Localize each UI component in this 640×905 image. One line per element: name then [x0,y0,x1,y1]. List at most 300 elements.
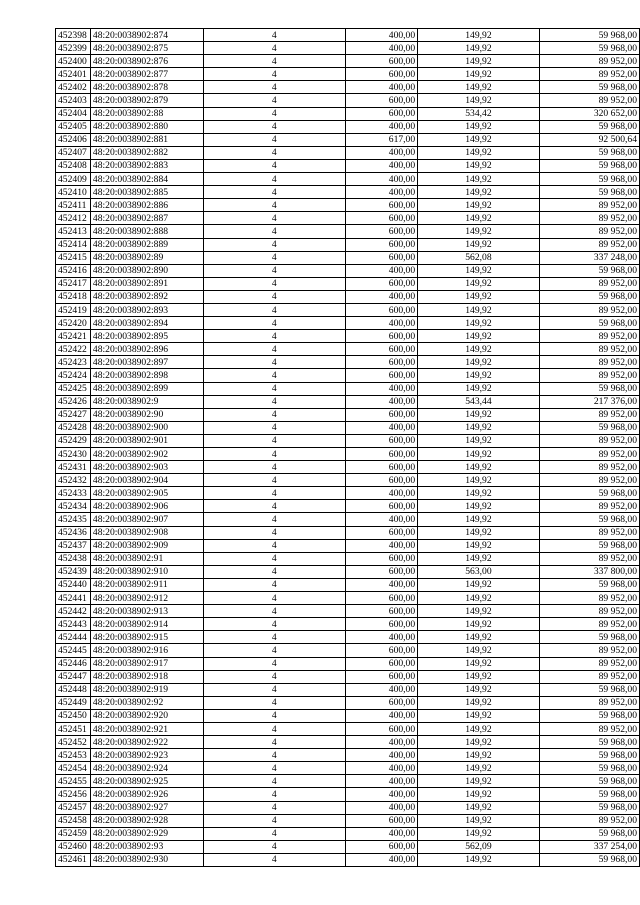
value-cell: 59 968,00 [539,173,639,186]
table-row [56,94,640,107]
row-number-cell: 452434 [56,500,91,513]
table-row [56,775,640,788]
class-cell: 4 [203,539,346,552]
table-row [56,81,640,94]
row-number-cell: 452449 [56,696,91,709]
area-cell: 600,00 [346,474,418,487]
table-row [56,199,640,212]
rate-cell: 149,92 [418,369,540,382]
area-cell: 600,00 [346,448,418,461]
row-number-cell: 452447 [56,670,91,683]
row-number-cell: 452401 [56,68,91,81]
area-cell: 400,00 [346,173,418,186]
value-cell: 59 968,00 [539,81,639,94]
row-number-cell: 452412 [56,212,91,225]
value-cell: 59 968,00 [539,801,639,814]
rate-cell: 149,92 [418,461,540,474]
cadastral-number-cell: 48:20:0038902:928 [90,814,203,827]
table-row [56,605,640,618]
class-cell: 4 [203,840,346,853]
row-number-cell: 452438 [56,552,91,565]
table-row [56,618,640,631]
value-cell: 59 968,00 [539,513,639,526]
table-row [56,251,640,264]
value-cell: 59 968,00 [539,788,639,801]
row-number-cell: 452442 [56,605,91,618]
cadastral-number-cell: 48:20:0038902:921 [90,722,203,735]
value-cell: 59 968,00 [539,749,639,762]
table-row [56,526,640,539]
row-number-cell: 452427 [56,408,91,421]
value-cell: 59 968,00 [539,317,639,330]
value-cell: 89 952,00 [539,238,639,251]
table-row [56,696,640,709]
cadastral-number-cell: 48:20:0038902:913 [90,605,203,618]
cadastral-number-cell: 48:20:0038902:88 [90,107,203,120]
row-number-cell: 452453 [56,749,91,762]
row-number-cell: 452406 [56,133,91,146]
rate-cell: 149,92 [418,487,540,500]
cadastral-number-cell: 48:20:0038902:895 [90,330,203,343]
table-row [56,853,640,866]
cadastral-number-cell: 48:20:0038902:912 [90,592,203,605]
rate-cell: 149,92 [418,814,540,827]
table-row [56,749,640,762]
area-cell: 400,00 [346,159,418,172]
cadastral-number-cell: 48:20:0038902:910 [90,565,203,578]
cadastral-number-cell: 48:20:0038902:884 [90,173,203,186]
area-cell: 400,00 [346,513,418,526]
cadastral-number-cell: 48:20:0038902:900 [90,421,203,434]
row-number-cell: 452421 [56,330,91,343]
class-cell: 4 [203,631,346,644]
rate-cell: 149,92 [418,605,540,618]
area-cell: 400,00 [346,487,418,500]
cadastral-number-cell: 48:20:0038902:916 [90,644,203,657]
class-cell: 4 [203,199,346,212]
class-cell: 4 [203,251,346,264]
row-number-cell: 452446 [56,657,91,670]
class-cell: 4 [203,474,346,487]
table-row [56,434,640,447]
class-cell: 4 [203,683,346,696]
row-number-cell: 452444 [56,631,91,644]
table-row [56,382,640,395]
rate-cell: 149,92 [418,186,540,199]
row-number-cell: 452411 [56,199,91,212]
area-cell: 600,00 [346,369,418,382]
class-cell: 4 [203,500,346,513]
table-row [56,238,640,251]
cadastral-number-cell: 48:20:0038902:930 [90,853,203,866]
class-cell: 4 [203,827,346,840]
table-row [56,461,640,474]
row-number-cell: 452403 [56,94,91,107]
area-cell: 400,00 [346,578,418,591]
row-number-cell: 452420 [56,317,91,330]
row-number-cell: 452405 [56,120,91,133]
table-row [56,736,640,749]
class-cell: 4 [203,448,346,461]
rate-cell: 149,92 [418,827,540,840]
area-cell: 600,00 [346,107,418,120]
class-cell: 4 [203,670,346,683]
value-cell: 89 952,00 [539,356,639,369]
area-cell: 400,00 [346,709,418,722]
class-cell: 4 [203,303,346,316]
row-number-cell: 452422 [56,343,91,356]
cadastral-number-cell: 48:20:0038902:878 [90,81,203,94]
row-number-cell: 452432 [56,474,91,487]
rate-cell: 149,92 [418,238,540,251]
value-cell: 89 952,00 [539,814,639,827]
class-cell: 4 [203,565,346,578]
rate-cell: 562,09 [418,840,540,853]
class-cell: 4 [203,788,346,801]
cadastral-number-cell: 48:20:0038902:923 [90,749,203,762]
area-cell: 400,00 [346,788,418,801]
cadastral-number-cell: 48:20:0038902:89 [90,251,203,264]
row-number-cell: 452436 [56,526,91,539]
area-cell: 600,00 [346,840,418,853]
table-row [56,814,640,827]
value-cell: 89 952,00 [539,408,639,421]
area-cell: 400,00 [346,421,418,434]
table-row [56,539,640,552]
table-row [56,565,640,578]
cadastral-number-cell: 48:20:0038902:902 [90,448,203,461]
table-row [56,709,640,722]
cadastral-number-cell: 48:20:0038902:922 [90,736,203,749]
cadastral-number-cell: 48:20:0038902:927 [90,801,203,814]
class-cell: 4 [203,513,346,526]
area-cell: 600,00 [346,461,418,474]
rate-cell: 149,92 [418,736,540,749]
value-cell: 217 376,00 [539,395,639,408]
rate-cell: 149,92 [418,709,540,722]
rate-cell: 149,92 [418,212,540,225]
row-number-cell: 452429 [56,434,91,447]
row-number-cell: 452435 [56,513,91,526]
area-cell: 600,00 [346,277,418,290]
row-number-cell: 452414 [56,238,91,251]
table-row [56,500,640,513]
cadastral-number-cell: 48:20:0038902:890 [90,264,203,277]
cadastral-number-cell: 48:20:0038902:918 [90,670,203,683]
cadastral-number-cell: 48:20:0038902:907 [90,513,203,526]
rate-cell: 149,92 [418,722,540,735]
rate-cell: 149,92 [418,683,540,696]
row-number-cell: 452450 [56,709,91,722]
row-number-cell: 452440 [56,578,91,591]
class-cell: 4 [203,159,346,172]
value-cell: 337 248,00 [539,251,639,264]
table-row [56,657,640,670]
class-cell: 4 [203,722,346,735]
rate-cell: 149,92 [418,317,540,330]
area-cell: 600,00 [346,434,418,447]
cadastral-number-cell: 48:20:0038902:896 [90,343,203,356]
table-row [56,343,640,356]
table-row [56,330,640,343]
table-row [56,552,640,565]
class-cell: 4 [203,578,346,591]
value-cell: 59 968,00 [539,159,639,172]
value-cell: 59 968,00 [539,683,639,696]
table-row [56,120,640,133]
cadastral-number-cell: 48:20:0038902:917 [90,657,203,670]
row-number-cell: 452408 [56,159,91,172]
row-number-cell: 452455 [56,775,91,788]
table-row [56,408,640,421]
value-cell: 89 952,00 [539,94,639,107]
cadastral-number-cell: 48:20:0038902:9 [90,395,203,408]
value-cell: 59 968,00 [539,827,639,840]
row-number-cell: 452430 [56,448,91,461]
rate-cell: 149,92 [418,644,540,657]
row-number-cell: 452407 [56,146,91,159]
table-row [56,670,640,683]
row-number-cell: 452448 [56,683,91,696]
value-cell: 92 500,64 [539,133,639,146]
table-row [56,146,640,159]
cadastral-number-cell: 48:20:0038902:892 [90,290,203,303]
rate-cell: 149,92 [418,330,540,343]
value-cell: 337 254,00 [539,840,639,853]
cadastral-number-cell: 48:20:0038902:874 [90,29,203,42]
cadastral-number-cell: 48:20:0038902:905 [90,487,203,500]
class-cell: 4 [203,696,346,709]
table-row [56,578,640,591]
area-cell: 400,00 [346,775,418,788]
table-row [56,801,640,814]
area-cell: 600,00 [346,552,418,565]
class-cell: 4 [203,526,346,539]
value-cell: 59 968,00 [539,539,639,552]
table-row [56,42,640,55]
row-number-cell: 452402 [56,81,91,94]
value-cell: 89 952,00 [539,448,639,461]
area-cell: 600,00 [346,212,418,225]
rate-cell: 149,92 [418,670,540,683]
value-cell: 89 952,00 [539,552,639,565]
cadastral-number-cell: 48:20:0038902:909 [90,539,203,552]
rate-cell: 149,92 [418,526,540,539]
table-row [56,159,640,172]
cadastral-number-cell: 48:20:0038902:891 [90,277,203,290]
class-cell: 4 [203,592,346,605]
table-row [56,107,640,120]
class-cell: 4 [203,68,346,81]
class-cell: 4 [203,29,346,42]
class-cell: 4 [203,212,346,225]
class-cell: 4 [203,434,346,447]
row-number-cell: 452409 [56,173,91,186]
row-number-cell: 452415 [56,251,91,264]
row-number-cell: 452418 [56,290,91,303]
row-number-cell: 452398 [56,29,91,42]
class-cell: 4 [203,487,346,500]
cadastral-number-cell: 48:20:0038902:914 [90,618,203,631]
rate-cell: 149,92 [418,618,540,631]
table-row [56,264,640,277]
class-cell: 4 [203,382,346,395]
cadastral-number-cell: 48:20:0038902:881 [90,133,203,146]
row-number-cell: 452413 [56,225,91,238]
row-number-cell: 452417 [56,277,91,290]
area-cell: 600,00 [346,696,418,709]
rate-cell: 149,92 [418,762,540,775]
area-cell: 400,00 [346,146,418,159]
area-cell: 600,00 [346,330,418,343]
area-cell: 617,00 [346,133,418,146]
class-cell: 4 [203,749,346,762]
table-row [56,225,640,238]
class-cell: 4 [203,290,346,303]
value-cell: 89 952,00 [539,696,639,709]
class-cell: 4 [203,657,346,670]
rate-cell: 149,92 [418,696,540,709]
table-row [56,722,640,735]
table-row [56,487,640,500]
row-number-cell: 452419 [56,303,91,316]
row-number-cell: 452428 [56,421,91,434]
rate-cell: 149,92 [418,749,540,762]
value-cell: 89 952,00 [539,474,639,487]
cadastral-number-cell: 48:20:0038902:885 [90,186,203,199]
row-number-cell: 452461 [56,853,91,866]
row-number-cell: 452456 [56,788,91,801]
area-cell: 600,00 [346,644,418,657]
rate-cell: 149,92 [418,657,540,670]
value-cell: 89 952,00 [539,618,639,631]
rate-cell: 149,92 [418,277,540,290]
value-cell: 59 968,00 [539,762,639,775]
cadastral-number-cell: 48:20:0038902:899 [90,382,203,395]
row-number-cell: 452443 [56,618,91,631]
value-cell: 89 952,00 [539,330,639,343]
rate-cell: 149,92 [418,408,540,421]
cadastral-number-cell: 48:20:0038902:882 [90,146,203,159]
cadastral-number-cell: 48:20:0038902:876 [90,55,203,68]
row-number-cell: 452423 [56,356,91,369]
rate-cell: 149,92 [418,264,540,277]
cadastral-number-cell: 48:20:0038902:879 [90,94,203,107]
area-cell: 400,00 [346,42,418,55]
table-row [56,212,640,225]
row-number-cell: 452404 [56,107,91,120]
value-cell: 59 968,00 [539,578,639,591]
area-cell: 400,00 [346,853,418,866]
class-cell: 4 [203,644,346,657]
rate-cell: 149,92 [418,55,540,68]
row-number-cell: 452452 [56,736,91,749]
area-cell: 400,00 [346,290,418,303]
table-row [56,788,640,801]
value-cell: 89 952,00 [539,55,639,68]
table-row [56,369,640,382]
value-cell: 59 968,00 [539,42,639,55]
row-number-cell: 452439 [56,565,91,578]
class-cell: 4 [203,277,346,290]
class-cell: 4 [203,552,346,565]
table-row [56,277,640,290]
row-number-cell: 452459 [56,827,91,840]
cadastral-number-cell: 48:20:0038902:898 [90,369,203,382]
rate-cell: 149,92 [418,303,540,316]
class-cell: 4 [203,801,346,814]
rate-cell: 149,92 [418,29,540,42]
area-cell: 400,00 [346,120,418,133]
value-cell: 89 952,00 [539,644,639,657]
class-cell: 4 [203,709,346,722]
area-cell: 600,00 [346,670,418,683]
area-cell: 600,00 [346,55,418,68]
class-cell: 4 [203,133,346,146]
table-row [56,317,640,330]
row-number-cell: 452425 [56,382,91,395]
cadastral-number-cell: 48:20:0038902:888 [90,225,203,238]
row-number-cell: 452400 [56,55,91,68]
rate-cell: 149,92 [418,421,540,434]
rate-cell: 149,92 [418,552,540,565]
row-number-cell: 452454 [56,762,91,775]
cadastral-number-cell: 48:20:0038902:877 [90,68,203,81]
area-cell: 600,00 [346,356,418,369]
area-cell: 600,00 [346,722,418,735]
rate-cell: 562,08 [418,251,540,264]
cadastral-number-cell: 48:20:0038902:875 [90,42,203,55]
table-row [56,186,640,199]
value-cell: 59 968,00 [539,290,639,303]
class-cell: 4 [203,81,346,94]
rate-cell: 149,92 [418,500,540,513]
value-cell: 59 968,00 [539,775,639,788]
cadastral-number-cell: 48:20:0038902:908 [90,526,203,539]
area-cell: 600,00 [346,238,418,251]
row-number-cell: 452457 [56,801,91,814]
row-number-cell: 452460 [56,840,91,853]
value-cell: 89 952,00 [539,500,639,513]
area-cell: 600,00 [346,592,418,605]
class-cell: 4 [203,762,346,775]
table-row [56,29,640,42]
area-cell: 400,00 [346,631,418,644]
value-cell: 337 800,00 [539,565,639,578]
value-cell: 59 968,00 [539,631,639,644]
value-cell: 59 968,00 [539,264,639,277]
table-row [56,762,640,775]
class-cell: 4 [203,853,346,866]
table-row [56,474,640,487]
table-row [56,55,640,68]
area-cell: 400,00 [346,749,418,762]
area-cell: 400,00 [346,827,418,840]
class-cell: 4 [203,395,346,408]
area-cell: 400,00 [346,317,418,330]
value-cell: 89 952,00 [539,657,639,670]
area-cell: 400,00 [346,395,418,408]
area-cell: 600,00 [346,343,418,356]
row-number-cell: 452433 [56,487,91,500]
value-cell: 89 952,00 [539,592,639,605]
table-row [56,356,640,369]
table-row [56,448,640,461]
rate-cell: 149,92 [418,159,540,172]
value-cell: 89 952,00 [539,277,639,290]
rate-cell: 149,92 [418,448,540,461]
value-cell: 59 968,00 [539,853,639,866]
